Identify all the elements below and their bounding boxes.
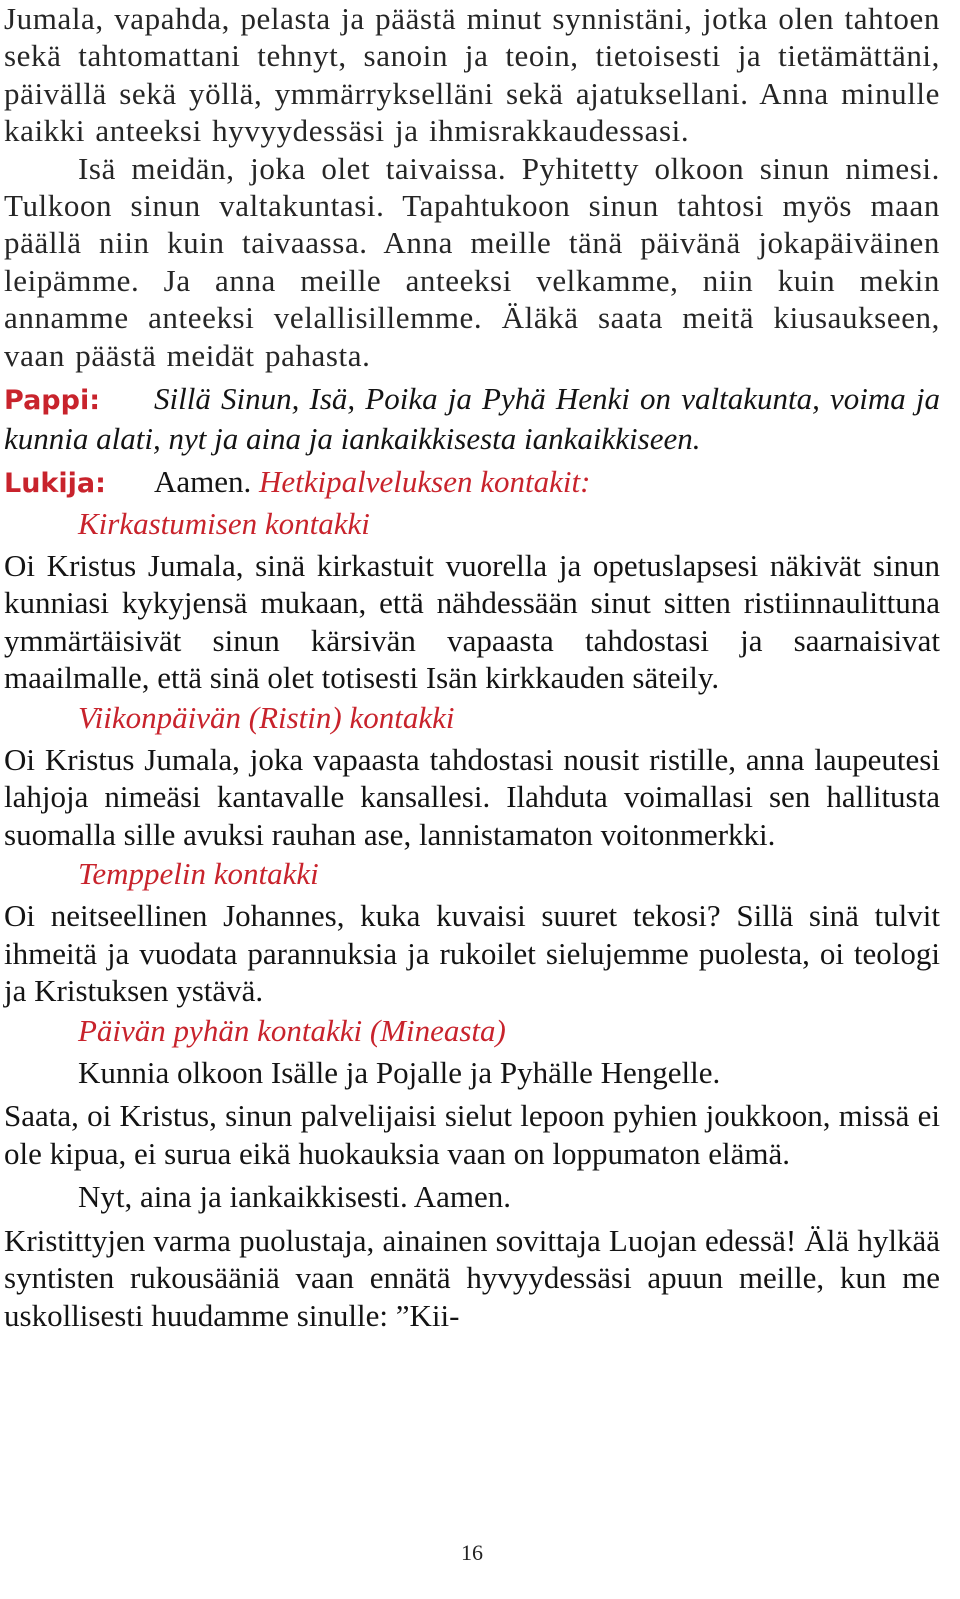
kontakion-text: Oi Kristus Jumala, sinä kirkastuit vuorella ja opetuslapsesi näkivät sinun kunniasi kykyjensä mukaan, että nähdessään sinut sitten ristiinnaulittuna ymmärtäisivät sinun kärsivän vapaasta tahdostasi ja saarnaisivat maailmalle, että sinä olet totisesti Isän kirkkauden säteily. [4,547,940,696]
kontakion-text: Oi Kristus Jumala, joka vapaasta tahdostasi nousit ristille, anna laupeutesi lahjoja nimeäsi kantavalle kansallesi. Ilahduta voimallasi sen hallitusta suomalla sille avuksi rauhan ase, lannistamaton voitonmerkki. [4,741,940,852]
reader-role-label: Lukija: [4,468,106,500]
reader-text: Aamen. [154,464,252,500]
kontakion-heading: Temppelin kontakki [78,856,319,892]
lords-prayer: Isä meidän, joka olet taivaissa. Pyhitetty olkoon sinun nimesi. Tulkoon sinun valtakuntasi. Tapahtukoon sinun tahtosi myös maan päällä niin kuin taivaassa. Anna meille tänä päivänä jokapäiväinen leipämme. Ja anna meille anteeksi velkamme, niin kuin mekin annamme anteeksi velallisillemme. Äläkä saata meitä kiusaukseen, vaan päästä meidät pahasta. [4,150,940,373]
priest-line [4,380,940,457]
page-number: 16 [461,1540,483,1565]
now-line: Nyt, aina ja iankaikkisesti. Aamen. [78,1179,512,1215]
kontakion-text: Oi neitseellinen Johannes, kuka kuvaisi suuret tekosi? Sillä sinä tulvit ihmeitä ja vuodata parannuksia ja rukoilet sielujemme puolesta, oi teologi ja Kristuksen ystävä. [4,898,940,1009]
document-page [4,0,940,1334]
priest-role-label: Pappi: [4,385,100,417]
kontakion-heading: Päivän pyhän kontakki (Mineasta) [78,1012,506,1048]
reader-line [4,463,940,503]
kontakia-note: Hetkipalveluksen kontakit: [259,464,591,500]
glory-line: Kunnia olkoon Isälle ja Pojalle ja Pyhälle Hengelle. [78,1054,721,1090]
kontakion-heading: Kirkastumisen kontakki [78,505,370,541]
prayer-paragraph: Jumala, vapahda, pelasta ja päästä minut synnistäni, jotka olen tahtoen sekä tahtomattani tehnyt, sanoin ja teoin, tietoisesti ja tietämättäni, päivällä sekä yöllä, ymmärrykselläni sekä ajatuksellani. Anna minulle kaikki anteeksi hyvyydessäsi ja ihmisrakkaudessasi. [4,1,940,149]
theotokion: Kristittyjen varma puolustaja, ainainen sovittaja Luojan edessä! Älä hylkää syntisten rukousääniä vaan ennätä hyvyydessäsi apuun meille, kun me uskollisesti huudamme sinulle: ”Kii- [4,1222,940,1333]
priest-text: Sillä Sinun, Isä, Poika ja Pyhä Henki on valtakunta, voima ja kunnia alati, nyt ja aina ja iankaikkisesta iankaikkiseen. [4,381,940,456]
departed-prayer: Saata, oi Kristus, sinun palvelijaisi sielut lepoon pyhien joukkoon, missä ei ole kipua, ei surua eikä huokauksia vaan on loppumaton elämä. [4,1098,940,1171]
kontakion-heading: Viikonpäivän (Ristin) kontakki [78,699,455,735]
